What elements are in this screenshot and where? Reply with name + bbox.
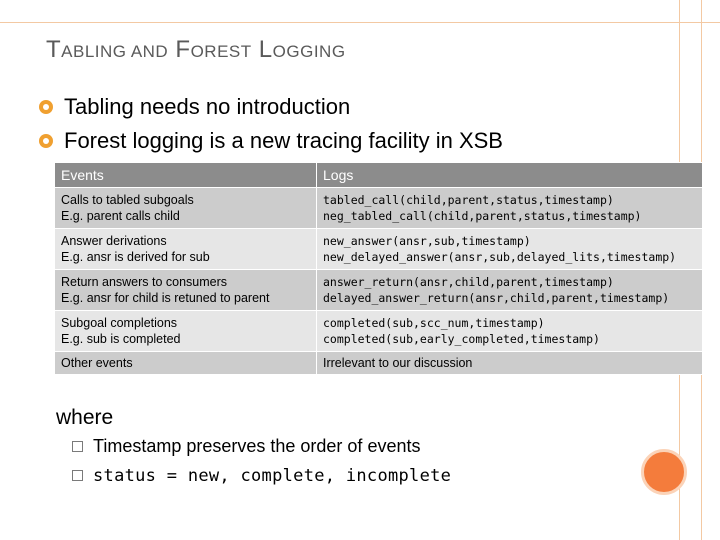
- table-row: [55, 188, 703, 229]
- sub-bullet-text: status = new, complete, incomplete: [93, 465, 452, 486]
- sub-bullet-text: Timestamp preserves the order of events: [93, 436, 421, 456]
- where-label: where: [56, 406, 114, 429]
- log-cell: tabled_call(child,parent,status,timestamp) neg_tabled_call(child,parent,status,timestamp): [317, 188, 703, 229]
- log-cell: Irrelevant to our discussion: [317, 352, 703, 375]
- bullet-text: Forest logging is a new tracing facility in XSB: [64, 128, 503, 153]
- table-row: [55, 352, 703, 375]
- header-events: Events: [55, 163, 317, 188]
- bullet-text: Tabling needs no introduction: [64, 94, 351, 119]
- event-cell: Calls to tabled subgoals E.g. parent calls child: [55, 188, 317, 229]
- sub-bullet-item: [72, 461, 451, 490]
- event-cell: Subgoal completions E.g. sub is completed: [55, 311, 317, 352]
- table-row: [55, 270, 703, 311]
- sub-bullet-item: [72, 432, 451, 461]
- log-cell: answer_return(ansr,child,parent,timestamp) delayed_answer_return(ansr,child,parent,timestamp): [317, 270, 703, 311]
- decorative-circle: [641, 449, 687, 495]
- bullet-item: [38, 90, 503, 124]
- event-cell: Other events: [55, 352, 317, 375]
- checkbox-icon: [72, 470, 83, 481]
- table-row: [55, 311, 703, 352]
- header-logs: Logs: [317, 163, 703, 188]
- bullet-list: [38, 90, 503, 158]
- checkbox-icon: [72, 441, 83, 452]
- event-cell: Return answers to consumers E.g. ansr for child is retuned to parent: [55, 270, 317, 311]
- bullet-item: [38, 124, 503, 158]
- sub-bullet-list: [72, 432, 451, 490]
- gear-icon: [38, 133, 54, 149]
- events-logs-table: [54, 162, 703, 375]
- log-cell: new_answer(ansr,sub,timestamp) new_delayed_answer(ansr,sub,delayed_lits,timestamp): [317, 229, 703, 270]
- event-cell: Answer derivations E.g. ansr is derived for sub: [55, 229, 317, 270]
- log-cell: completed(sub,scc_num,timestamp) completed(sub,early_completed,timestamp): [317, 311, 703, 352]
- gear-icon: [38, 99, 54, 115]
- slide-title: TABLING AND FOREST LOGGING: [46, 36, 346, 63]
- frame-line-top: [0, 22, 720, 23]
- table-row: [55, 229, 703, 270]
